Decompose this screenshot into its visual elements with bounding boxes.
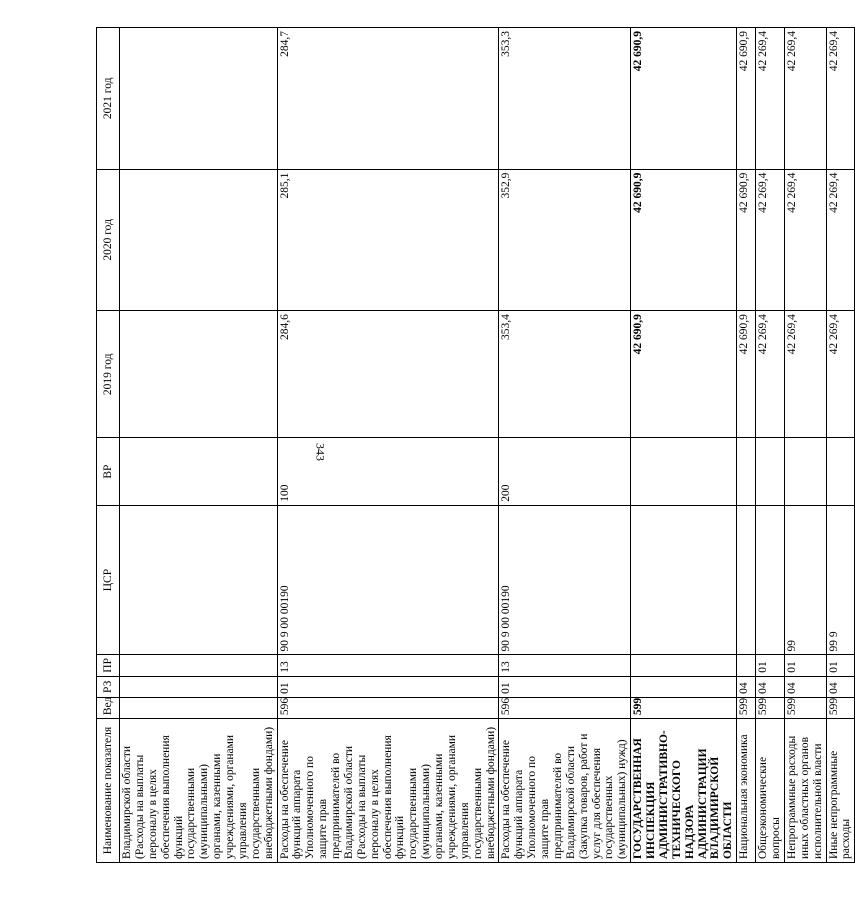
expense-type-code	[120, 438, 278, 505]
row-name: ГОСУДАРСТВЕННАЯ ИНСПЕКЦИЯ АДМИНИСТРАТИВНО-ТЕХНИЧЕСКОГО НАДЗОРА АДМИНИСТРАЦИИ ВЛАДИМИРСКОЙ ОБЛАСТИ	[631, 719, 737, 863]
column-header: Вед	[97, 697, 120, 718]
subsection-code: 13	[277, 655, 499, 676]
subsection-code	[737, 655, 756, 676]
table-row	[784, 28, 826, 863]
dept-code: 599	[756, 697, 785, 718]
value-2020: 285,1	[277, 169, 499, 311]
section-code: 01	[277, 676, 499, 697]
target-article-code	[756, 505, 785, 655]
target-article-code	[737, 505, 756, 655]
column-header: ПР	[97, 655, 120, 676]
column-header: 2019 год	[97, 311, 120, 438]
value-2019: 42 269,4	[784, 311, 826, 438]
section-code	[120, 676, 278, 697]
dept-code	[120, 697, 278, 718]
table-row	[826, 28, 855, 863]
subsection-code	[631, 655, 737, 676]
section-code: 04	[784, 676, 826, 697]
dept-code: 599	[784, 697, 826, 718]
section-code: 01	[499, 676, 631, 697]
value-2020: 42 269,4	[756, 169, 785, 311]
column-header: РЗ	[97, 676, 120, 697]
value-2019: 42 690,9	[737, 311, 756, 438]
expense-type-code: 100	[277, 438, 499, 505]
expense-type-code	[826, 438, 855, 505]
value-2021: 353,3	[499, 28, 631, 170]
value-2020	[120, 169, 278, 311]
value-2020: 352,9	[499, 169, 631, 311]
expense-type-code	[631, 438, 737, 505]
row-name: Расходы на обеспечение функций аппарата Уполномоченного по защите прав предпринимателей во Владимирской области (Закупка товаров, работ и услуг для обеспечения государственных (муниципальных) нужд)	[499, 719, 631, 863]
value-2021: 42 690,9	[631, 28, 737, 170]
dept-code: 599	[737, 697, 756, 718]
dept-code: 596	[277, 697, 499, 718]
target-article-code: 90 9 00 00190	[499, 505, 631, 655]
subsection-code: 01	[826, 655, 855, 676]
subsection-code: 01	[784, 655, 826, 676]
value-2020: 42 690,9	[631, 169, 737, 311]
column-header: Наименование показателя	[97, 719, 120, 863]
subsection-code	[120, 655, 278, 676]
column-header: 2020 год	[97, 169, 120, 311]
table-row	[737, 28, 756, 863]
section-code: 04	[737, 676, 756, 697]
target-article-code: 99 9	[826, 505, 855, 655]
table-row	[631, 28, 737, 863]
expense-type-code	[784, 438, 826, 505]
expense-type-code	[737, 438, 756, 505]
value-2021: 42 269,4	[784, 28, 826, 170]
rotated-table-container	[96, 27, 853, 863]
budget-table	[96, 27, 855, 863]
table-row	[499, 28, 631, 863]
value-2021: 42 690,9	[737, 28, 756, 170]
dept-code: 599	[631, 697, 737, 718]
section-code	[631, 676, 737, 697]
value-2021: 42 269,4	[826, 28, 855, 170]
target-article-code	[631, 505, 737, 655]
target-article-code: 90 9 00 00190	[277, 505, 499, 655]
value-2020: 42 690,9	[737, 169, 756, 311]
value-2021: 284,7	[277, 28, 499, 170]
dept-code: 596	[499, 697, 631, 718]
table-header-row	[97, 28, 120, 863]
dept-code: 599	[826, 697, 855, 718]
value-2019: 42 269,4	[756, 311, 785, 438]
row-name: Владимирской области (Расходы на выплаты персоналу в целях обеспечения выполнения функций государственными (муниципальными) органами, казенными учреждениями, органами управления государственными внебюджетными фондами)	[120, 719, 278, 863]
table-row	[756, 28, 785, 863]
expense-type-code	[756, 438, 785, 505]
row-name: Расходы на обеспечение функций аппарата Уполномоченного по защите прав предпринимателей во Владимирской области (Расходы на выплаты персоналу в целях обеспечения выполнения функций государственными (муниципальными) органами, казенными учреждениями, органами управления государственными внебюджетными фондами)	[277, 719, 499, 863]
column-header: 2021 год	[97, 28, 120, 170]
subsection-code: 13	[499, 655, 631, 676]
row-name: Общеэкономические вопросы	[756, 719, 785, 863]
section-code: 04	[756, 676, 785, 697]
value-2019: 284,6	[277, 311, 499, 438]
value-2021: 42 269,4	[756, 28, 785, 170]
value-2019: 42 690,9	[631, 311, 737, 438]
value-2021	[120, 28, 278, 170]
column-header: ЦСР	[97, 505, 120, 655]
expense-type-code: 200	[499, 438, 631, 505]
value-2020: 42 269,4	[826, 169, 855, 311]
table-row	[120, 28, 278, 863]
value-2019: 42 269,4	[826, 311, 855, 438]
table-row	[277, 28, 499, 863]
target-article-code	[120, 505, 278, 655]
row-name: Непрограммные расходы иных областных органов исполнительной власти	[784, 719, 826, 863]
row-name: Иные непрограммные расходы	[826, 719, 855, 863]
target-article-code: 99	[784, 505, 826, 655]
value-2019	[120, 311, 278, 438]
value-2019: 353,4	[499, 311, 631, 438]
subsection-code: 01	[756, 655, 785, 676]
value-2020: 42 269,4	[784, 169, 826, 311]
section-code: 04	[826, 676, 855, 697]
column-header: ВР	[97, 438, 120, 505]
page-number: 343	[313, 443, 328, 461]
row-name: Национальная экономика	[737, 719, 756, 863]
